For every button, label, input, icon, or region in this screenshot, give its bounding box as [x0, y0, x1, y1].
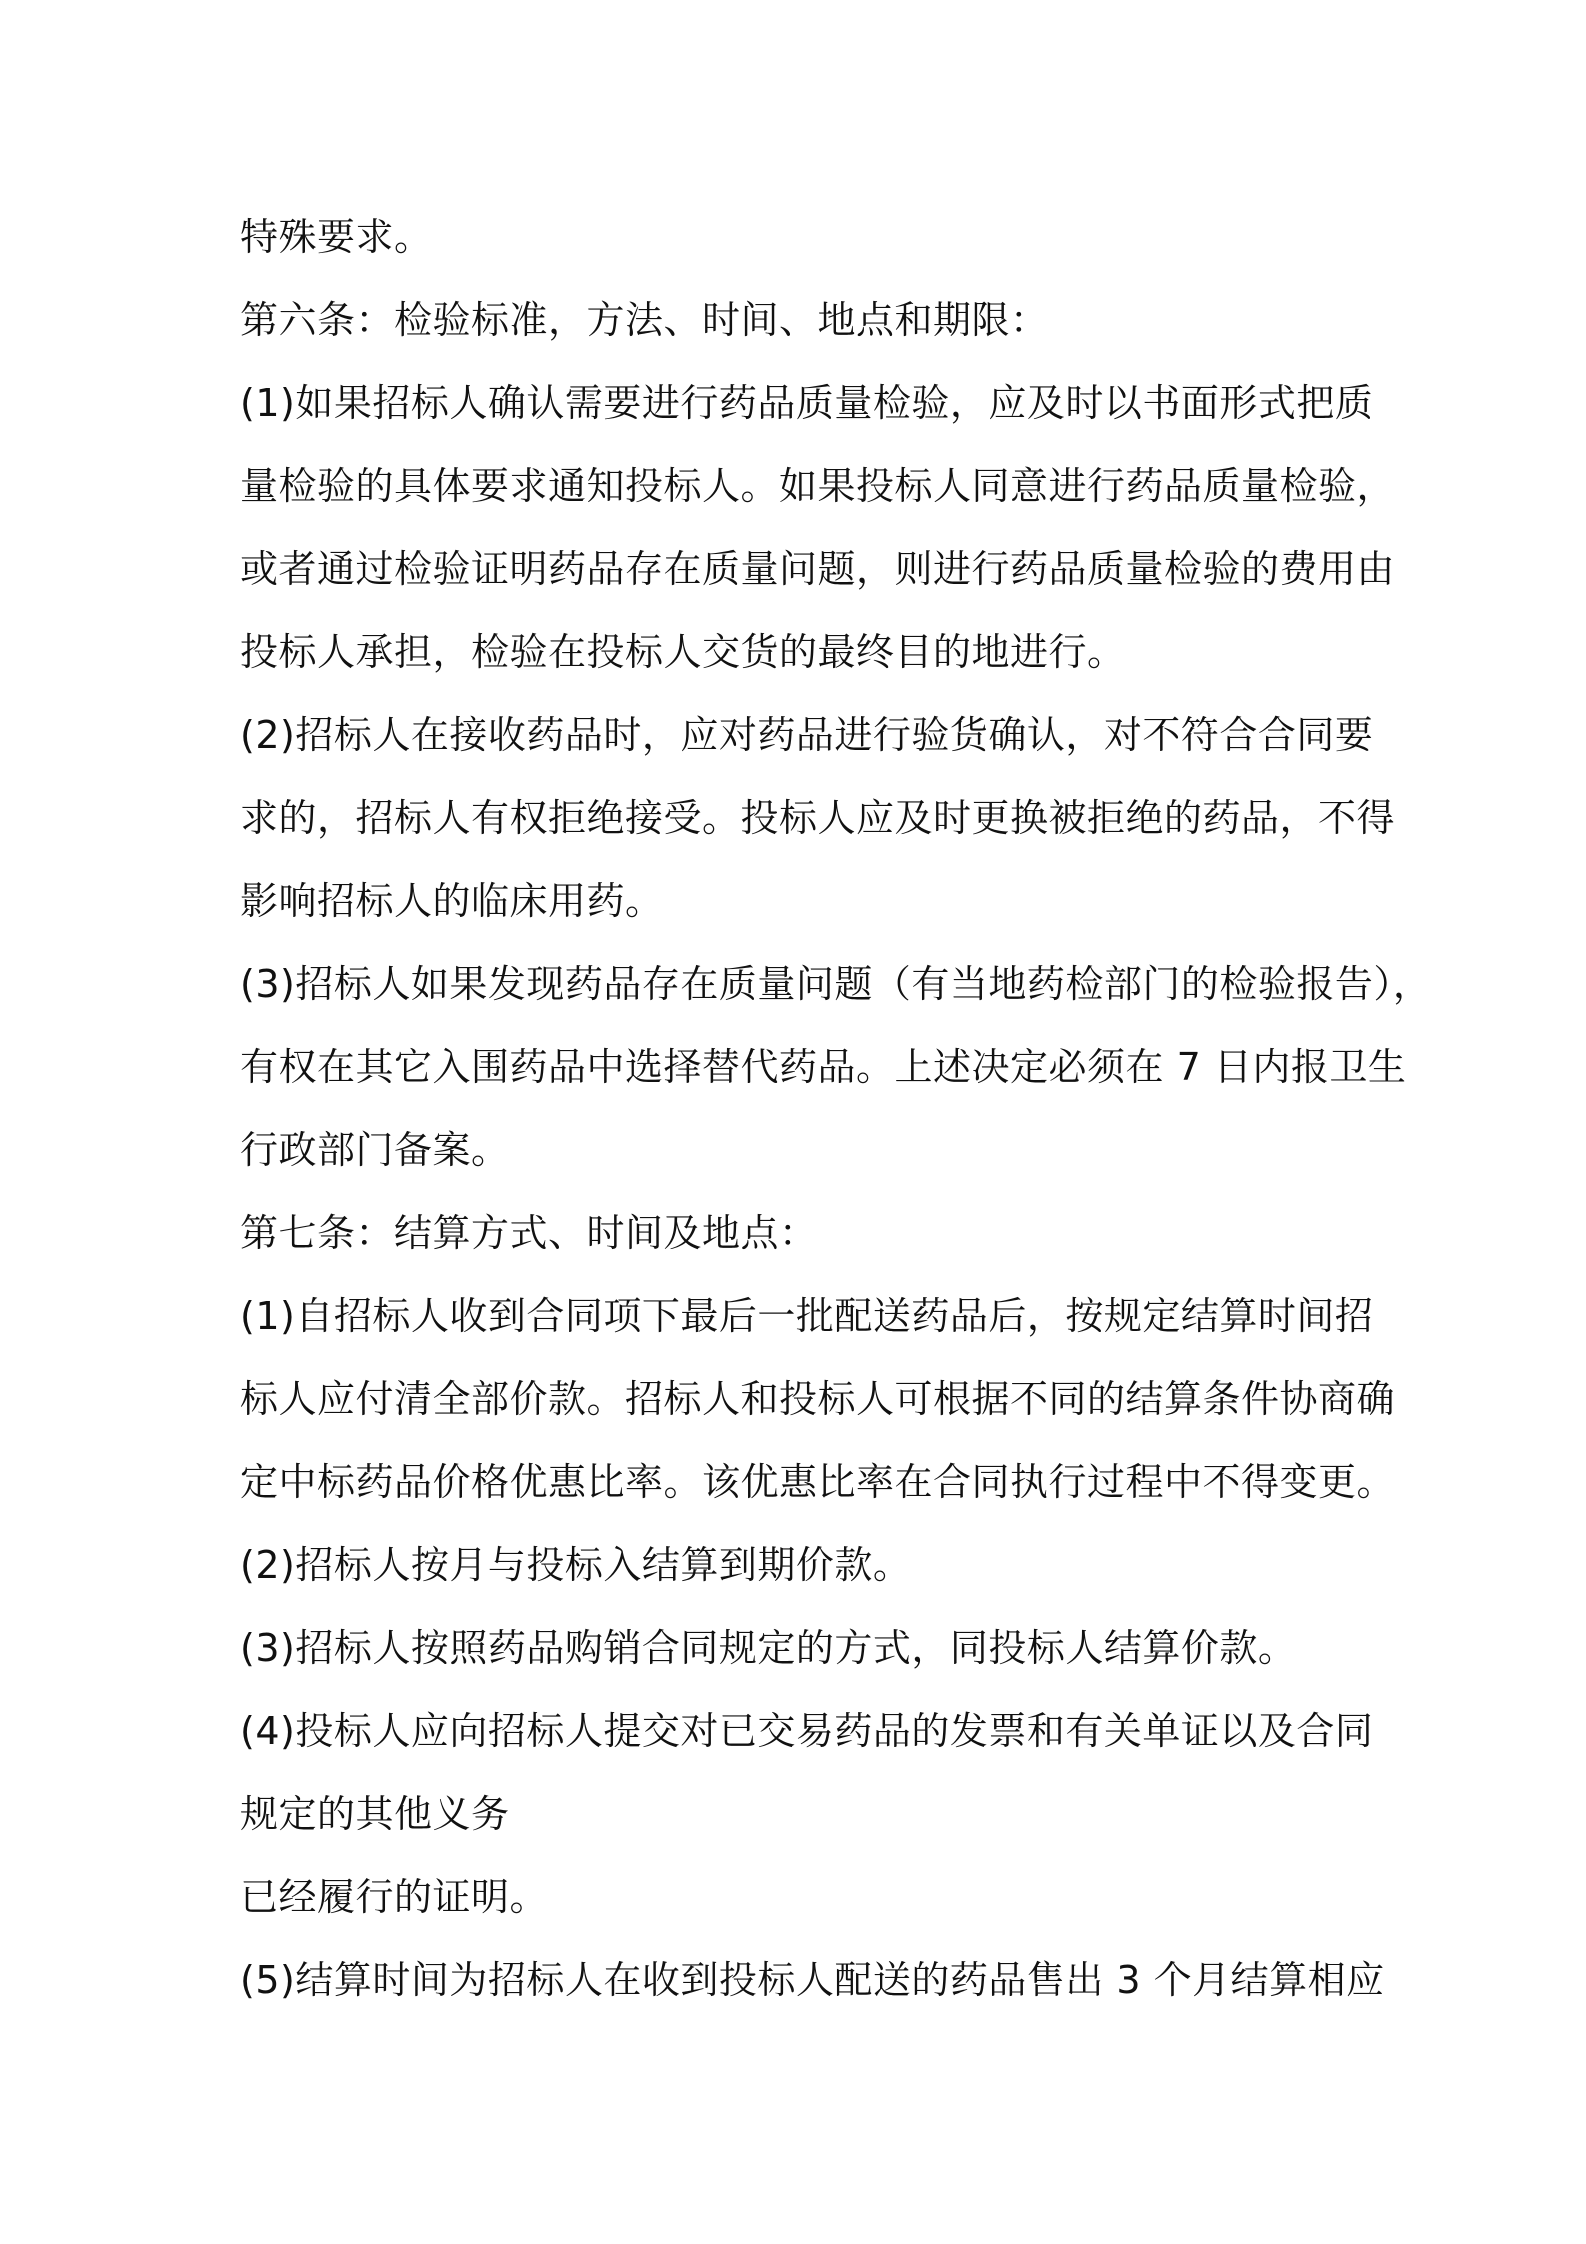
text-line: 行政部门备案。: [240, 1128, 510, 1172]
text-line: 有权在其它入围药品中选择替代药品。上述决定必须在 7 日内报卫生: [240, 1045, 1407, 1089]
text-line: 标人应付清全部价款。招标人和投标人可根据不同的结算条件协商确: [240, 1377, 1396, 1421]
text-line: (2)招标人按月与投标入结算到期价款。: [240, 1543, 912, 1587]
text-line: (1)如果招标人确认需要进行药品质量检验，应及时以书面形式把质: [240, 381, 1374, 425]
text-line: (1)自招标人收到合同项下最后一批配送药品后，按规定结算时间招: [240, 1294, 1374, 1338]
text-line: 已经履行的证明。: [240, 1875, 549, 1919]
text-line: 投标人承担，检验在投标人交货的最终目的地进行。: [240, 630, 1126, 674]
article-7-heading: 第七条：结算方式、时间及地点：: [240, 1211, 818, 1255]
text-line: 影响招标人的临床用药。: [240, 879, 664, 923]
text-line: (4)投标人应向招标人提交对已交易药品的发票和有关单证以及合同: [240, 1709, 1374, 1753]
document-body: [240, 196, 1432, 2022]
article-6-heading: 第六条：检验标准，方法、时间、地点和期限：: [240, 298, 1049, 342]
text-line: 或者通过检验证明药品存在质量问题，则进行药品质量检验的费用由: [240, 547, 1396, 591]
text-line: 特殊要求。: [240, 215, 433, 259]
text-line: (2)招标人在接收药品时，应对药品进行验货确认，对不符合合同要: [240, 713, 1374, 757]
text-line: 定中标药品价格优惠比率。该优惠比率在合同执行过程中不得变更。: [240, 1460, 1396, 1504]
text-line: 量检验的具体要求通知投标人。如果投标人同意进行药品质量检验，: [240, 464, 1396, 508]
text-line: (3)招标人按照药品购销合同规定的方式，同投标人结算价款。: [240, 1626, 1297, 1670]
text-line: (5)结算时间为招标人在收到投标人配送的药品售出 3 个月结算相应: [240, 1958, 1385, 2002]
text-line: (3)招标人如果发现药品存在质量问题（有当地药检部门的检验报告），: [240, 962, 1432, 1006]
text-line: 规定的其他义务: [240, 1792, 510, 1836]
text-line: 求的，招标人有权拒绝接受。投标人应及时更换被拒绝的药品，不得: [240, 796, 1396, 840]
